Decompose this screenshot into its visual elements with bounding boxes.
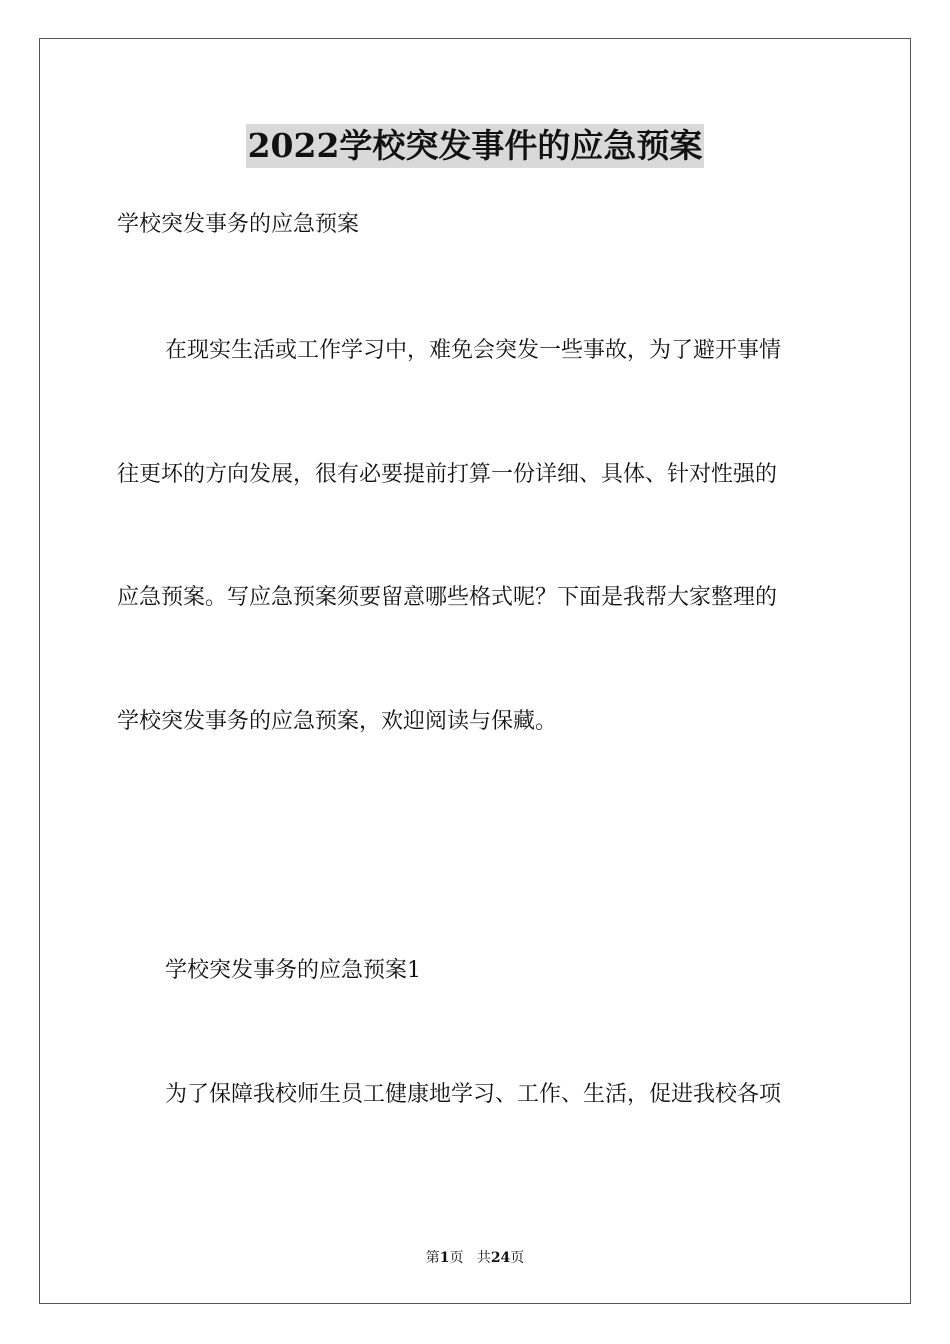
paragraph-line: 往更坏的方向发展，很有必要提前打算一份详细、具体、针对性强的: [117, 462, 778, 487]
total-prefix: 共: [476, 1250, 491, 1266]
page-footer: [0, 1247, 950, 1267]
total-pages: 24: [490, 1250, 511, 1266]
paragraph-line: 应急预案。写应急预案须要留意哪些格式呢？下面是我帮大家整理的: [117, 585, 778, 610]
document-title: 2022学校突发事件的应急预案: [246, 124, 705, 168]
document-subtitle: 学校突发事务的应急预案: [117, 212, 360, 237]
title-container: [0, 124, 950, 168]
page-number: 1: [439, 1250, 450, 1266]
paragraph-line: 为了保障我校师生员工健康地学习、工作、生活，促进我校各项: [165, 1082, 782, 1107]
section-heading: 学校突发事务的应急预案1: [165, 958, 421, 983]
total-suffix: 页: [510, 1250, 525, 1266]
paragraph-line: 学校突发事务的应急预案，欢迎阅读与保藏。: [117, 709, 558, 734]
page-prefix: 第: [425, 1250, 440, 1266]
page-suffix: 页: [449, 1250, 464, 1266]
paragraph-line: 在现实生活或工作学习中，难免会突发一些事故，为了避开事情: [165, 338, 782, 363]
